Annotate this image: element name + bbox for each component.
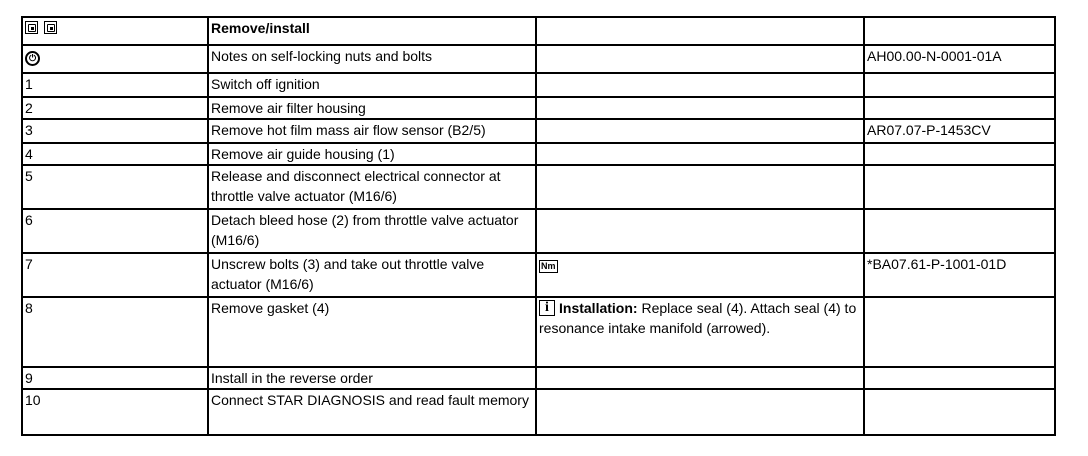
reference-link[interactable]: AH00.00-N-0001-01A (864, 45, 1055, 73)
table-row (22, 253, 1055, 297)
note-cell (536, 389, 864, 435)
step-text: Install in the reverse order (208, 367, 536, 389)
note-cell (536, 97, 864, 119)
step-text: Remove gasket (4) (208, 297, 536, 367)
header-icons-cell (22, 17, 208, 45)
step-number: 3 (22, 119, 208, 143)
step-text: Connect STAR DIAGNOSIS and read fault memory (208, 389, 536, 435)
note-cell (536, 165, 864, 209)
step-number: 6 (22, 209, 208, 253)
reference-cell (864, 165, 1055, 209)
table-row (22, 143, 1055, 165)
table-row (22, 73, 1055, 97)
note-cell (536, 45, 864, 73)
reference-cell (864, 73, 1055, 97)
step-text: Release and disconnect electrical connector at throttle valve actuator (M16/6) (208, 165, 536, 209)
document-toggle-icon[interactable] (44, 21, 57, 34)
step-number: 8 (22, 297, 208, 367)
step-text: Remove air guide housing (1) (208, 143, 536, 165)
header-title: Remove/install (208, 17, 536, 45)
step-text: Unscrew bolts (3) and take out throttle valve actuator (M16/6) (208, 253, 536, 297)
step-number: 9 (22, 367, 208, 389)
header-empty-cell (864, 17, 1055, 45)
step-text: Notes on self-locking nuts and bolts (208, 45, 536, 73)
table-row (22, 389, 1055, 435)
reference-cell (864, 367, 1055, 389)
table-row (22, 165, 1055, 209)
step-number: 7 (22, 253, 208, 297)
reference-link[interactable]: *BA07.61-P-1001-01D (864, 253, 1055, 297)
step-text: Detach bleed hose (2) from throttle valve actuator (M16/6) (208, 209, 536, 253)
note-cell (536, 253, 864, 297)
table-row (22, 297, 1055, 367)
note-cell (536, 73, 864, 97)
note-text: Replace seal (4). Attach seal (4) to resonance intake manifold (arrowed). (539, 300, 857, 336)
step-text: Switch off ignition (208, 73, 536, 97)
step-number: 10 (22, 389, 208, 435)
step-number: 5 (22, 165, 208, 209)
note-cell (536, 367, 864, 389)
note-cell (536, 119, 864, 143)
step-cell (22, 45, 208, 73)
info-icon[interactable]: i (539, 300, 555, 316)
notes-circle-icon: ⏻ (25, 51, 40, 66)
header-row (22, 17, 1055, 45)
table-row (22, 119, 1055, 143)
reference-cell (864, 97, 1055, 119)
step-number: 4 (22, 143, 208, 165)
reference-cell (864, 297, 1055, 367)
header-empty-cell (536, 17, 864, 45)
note-cell (536, 297, 864, 367)
note-cell (536, 143, 864, 165)
procedure-table (21, 16, 1056, 436)
step-number: 2 (22, 97, 208, 119)
note-cell (536, 209, 864, 253)
step-number: 1 (22, 73, 208, 97)
reference-cell (864, 389, 1055, 435)
table-row (22, 367, 1055, 389)
torque-nm-icon[interactable]: Nm (541, 261, 556, 271)
table-row (22, 97, 1055, 119)
step-text: Remove hot film mass air flow sensor (B2/5) (208, 119, 536, 143)
table-row (22, 45, 1055, 73)
reference-cell (864, 209, 1055, 253)
table-row (22, 209, 1055, 253)
reference-cell (864, 143, 1055, 165)
step-text: Remove air filter housing (208, 97, 536, 119)
reference-link[interactable]: AR07.07-P-1453CV (864, 119, 1055, 143)
document-toggle-icon[interactable] (25, 21, 38, 34)
installation-label: Installation: (559, 300, 638, 316)
